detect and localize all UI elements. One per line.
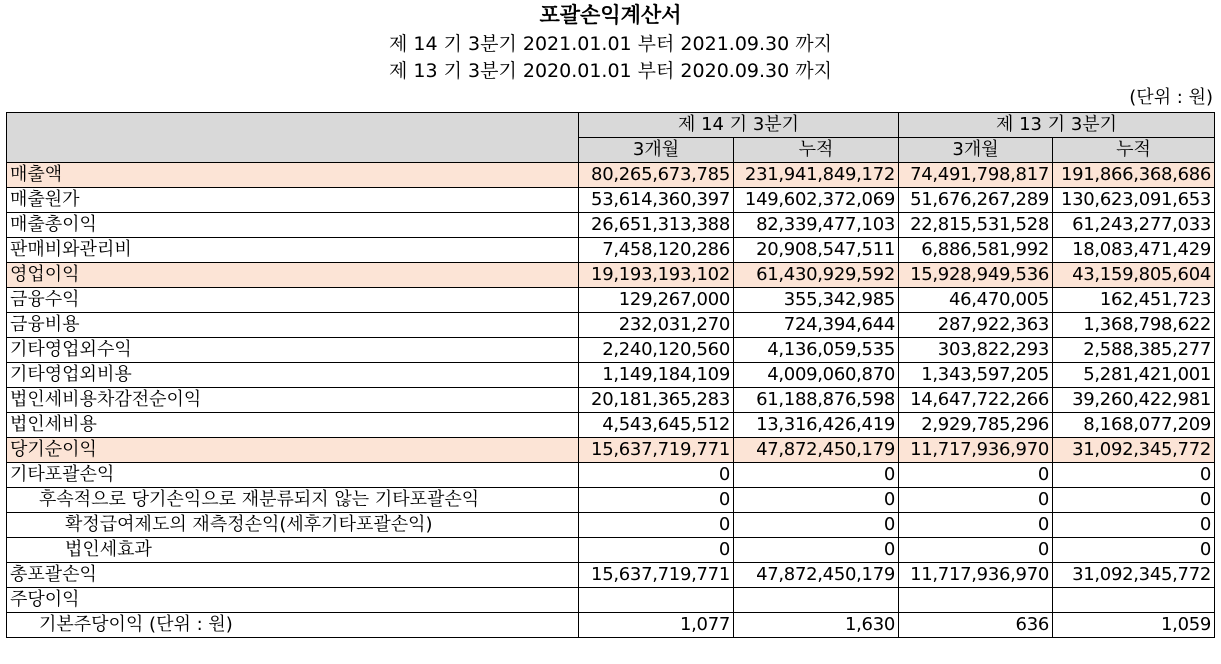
value-current-cumulative: 0: [734, 513, 899, 538]
row-label: 당기순이익: [7, 438, 579, 463]
value-current-3months: 0: [579, 463, 734, 488]
value-current-3months: 0: [579, 538, 734, 563]
table-row: [7, 338, 1215, 363]
value-current-3months: 7,458,120,286: [579, 238, 734, 263]
value-prior-3months: 46,470,005: [899, 288, 1053, 313]
value-prior-cumulative: [1053, 588, 1215, 613]
value-prior-3months: [899, 588, 1053, 613]
table-row: [7, 263, 1215, 288]
value-prior-3months: 0: [899, 513, 1053, 538]
value-prior-cumulative: 61,243,277,033: [1053, 213, 1215, 238]
value-current-3months: [579, 588, 734, 613]
value-current-cumulative: 13,316,426,419: [734, 413, 899, 438]
value-prior-cumulative: 0: [1053, 538, 1215, 563]
value-prior-cumulative: 31,092,345,772: [1053, 438, 1215, 463]
table-row: [7, 438, 1215, 463]
value-current-3months: 53,614,360,397: [579, 188, 734, 213]
value-current-cumulative: 355,342,985: [734, 288, 899, 313]
header-prior-3months: 3개월: [899, 138, 1053, 163]
row-label: 법인세비용차감전순이익: [7, 388, 579, 413]
row-label: 총포괄손익: [7, 563, 579, 588]
value-current-3months: 2,240,120,560: [579, 338, 734, 363]
table-row: [7, 413, 1215, 438]
value-current-cumulative: 47,872,450,179: [734, 438, 899, 463]
value-prior-3months: 0: [899, 488, 1053, 513]
value-prior-cumulative: 1,368,798,622: [1053, 313, 1215, 338]
table-row: [7, 588, 1215, 613]
value-current-cumulative: 724,394,644: [734, 313, 899, 338]
value-prior-cumulative: 130,623,091,653: [1053, 188, 1215, 213]
table-body: [7, 163, 1215, 638]
table-row: [7, 463, 1215, 488]
value-current-3months: 0: [579, 488, 734, 513]
period-prior: 제 13 기 3분기 2020.01.01 부터 2020.09.30 까지: [389, 60, 832, 82]
header-prior-cumulative: 누적: [1053, 138, 1215, 163]
value-current-cumulative: 4,009,060,870: [734, 363, 899, 388]
row-label: 영업이익: [7, 263, 579, 288]
value-current-cumulative: 0: [734, 488, 899, 513]
value-prior-3months: 1,343,597,205: [899, 363, 1053, 388]
row-label: 매출총이익: [7, 213, 579, 238]
table-row: [7, 538, 1215, 563]
row-label: 매출원가: [7, 188, 579, 213]
row-label: 기본주당이익 (단위 : 원): [7, 613, 579, 638]
value-prior-cumulative: 2,588,385,277: [1053, 338, 1215, 363]
value-prior-3months: 14,647,722,266: [899, 388, 1053, 413]
value-prior-cumulative: 0: [1053, 488, 1215, 513]
header-row-periods: [7, 113, 1215, 138]
row-label: 매출액: [7, 163, 579, 188]
header-current-cumulative: 누적: [734, 138, 899, 163]
value-current-cumulative: 0: [734, 463, 899, 488]
value-current-cumulative: 61,188,876,598: [734, 388, 899, 413]
row-label: 법인세비용: [7, 413, 579, 438]
header-current-period: 제 14 기 3분기: [579, 113, 899, 138]
value-current-cumulative: 149,602,372,069: [734, 188, 899, 213]
value-prior-3months: 11,717,936,970: [899, 438, 1053, 463]
value-prior-3months: 2,929,785,296: [899, 413, 1053, 438]
value-prior-3months: 0: [899, 463, 1053, 488]
row-label: 금융비용: [7, 313, 579, 338]
row-label: 확정급여제도의 재측정손익(세후기타포괄손익): [7, 513, 579, 538]
value-prior-cumulative: 8,168,077,209: [1053, 413, 1215, 438]
value-current-3months: 80,265,673,785: [579, 163, 734, 188]
value-prior-cumulative: 18,083,471,429: [1053, 238, 1215, 263]
value-prior-3months: 51,676,267,289: [899, 188, 1053, 213]
row-label: 기타영업외수익: [7, 338, 579, 363]
value-prior-cumulative: 1,059: [1053, 613, 1215, 638]
value-prior-cumulative: 31,092,345,772: [1053, 563, 1215, 588]
table-row: [7, 613, 1215, 638]
value-prior-cumulative: 5,281,421,001: [1053, 363, 1215, 388]
value-prior-cumulative: 0: [1053, 463, 1215, 488]
value-prior-3months: 636: [899, 613, 1053, 638]
statement-title: 포괄손익계산서: [539, 3, 682, 27]
period-current: 제 14 기 3분기 2021.01.01 부터 2021.09.30 까지: [389, 33, 832, 55]
value-prior-3months: 6,886,581,992: [899, 238, 1053, 263]
header-prior-period: 제 13 기 3분기: [899, 113, 1215, 138]
table-row: [7, 288, 1215, 313]
value-prior-cumulative: 43,159,805,604: [1053, 263, 1215, 288]
value-current-3months: 4,543,645,512: [579, 413, 734, 438]
value-prior-3months: 0: [899, 538, 1053, 563]
table-row: [7, 363, 1215, 388]
table-row: [7, 213, 1215, 238]
value-current-3months: 26,651,313,388: [579, 213, 734, 238]
value-current-cumulative: 20,908,547,511: [734, 238, 899, 263]
table-row: [7, 563, 1215, 588]
row-label: 법인세효과: [7, 538, 579, 563]
value-current-cumulative: 0: [734, 538, 899, 563]
value-prior-cumulative: 0: [1053, 513, 1215, 538]
value-current-cumulative: 82,339,477,103: [734, 213, 899, 238]
value-prior-3months: 287,922,363: [899, 313, 1053, 338]
header-current-3months: 3개월: [579, 138, 734, 163]
value-prior-3months: 15,928,949,536: [899, 263, 1053, 288]
value-current-3months: 20,181,365,283: [579, 388, 734, 413]
value-current-3months: 232,031,270: [579, 313, 734, 338]
value-current-3months: 1,149,184,109: [579, 363, 734, 388]
value-prior-3months: 303,822,293: [899, 338, 1053, 363]
value-prior-3months: 11,717,936,970: [899, 563, 1053, 588]
table-row: [7, 313, 1215, 338]
value-current-3months: 19,193,193,102: [579, 263, 734, 288]
table-row: [7, 488, 1215, 513]
value-prior-cumulative: 162,451,723: [1053, 288, 1215, 313]
value-current-cumulative: 47,872,450,179: [734, 563, 899, 588]
row-label: 후속적으로 당기손익으로 재분류되지 않는 기타포괄손익: [7, 488, 579, 513]
value-current-cumulative: 4,136,059,535: [734, 338, 899, 363]
value-prior-3months: 74,491,798,817: [899, 163, 1053, 188]
value-prior-cumulative: 191,866,368,686: [1053, 163, 1215, 188]
row-label: 기타영업외비용: [7, 363, 579, 388]
value-current-3months: 129,267,000: [579, 288, 734, 313]
header-blank-cell: [7, 113, 579, 163]
value-prior-cumulative: 39,260,422,981: [1053, 388, 1215, 413]
row-label: 기타포괄손익: [7, 463, 579, 488]
value-current-3months: 15,637,719,771: [579, 438, 734, 463]
value-current-3months: 0: [579, 513, 734, 538]
value-current-3months: 15,637,719,771: [579, 563, 734, 588]
value-current-cumulative: 231,941,849,172: [734, 163, 899, 188]
table-row: [7, 388, 1215, 413]
row-label: 주당이익: [7, 588, 579, 613]
table-row: [7, 188, 1215, 213]
value-current-cumulative: [734, 588, 899, 613]
row-label: 금융수익: [7, 288, 579, 313]
value-prior-3months: 22,815,531,528: [899, 213, 1053, 238]
table-row: [7, 238, 1215, 263]
table-row: [7, 163, 1215, 188]
row-label: 판매비와관리비: [7, 238, 579, 263]
value-current-cumulative: 1,630: [734, 613, 899, 638]
unit-label: (단위 : 원): [1129, 87, 1213, 108]
income-statement-table: [6, 112, 1215, 638]
table-row: [7, 513, 1215, 538]
value-current-cumulative: 61,430,929,592: [734, 263, 899, 288]
value-current-3months: 1,077: [579, 613, 734, 638]
